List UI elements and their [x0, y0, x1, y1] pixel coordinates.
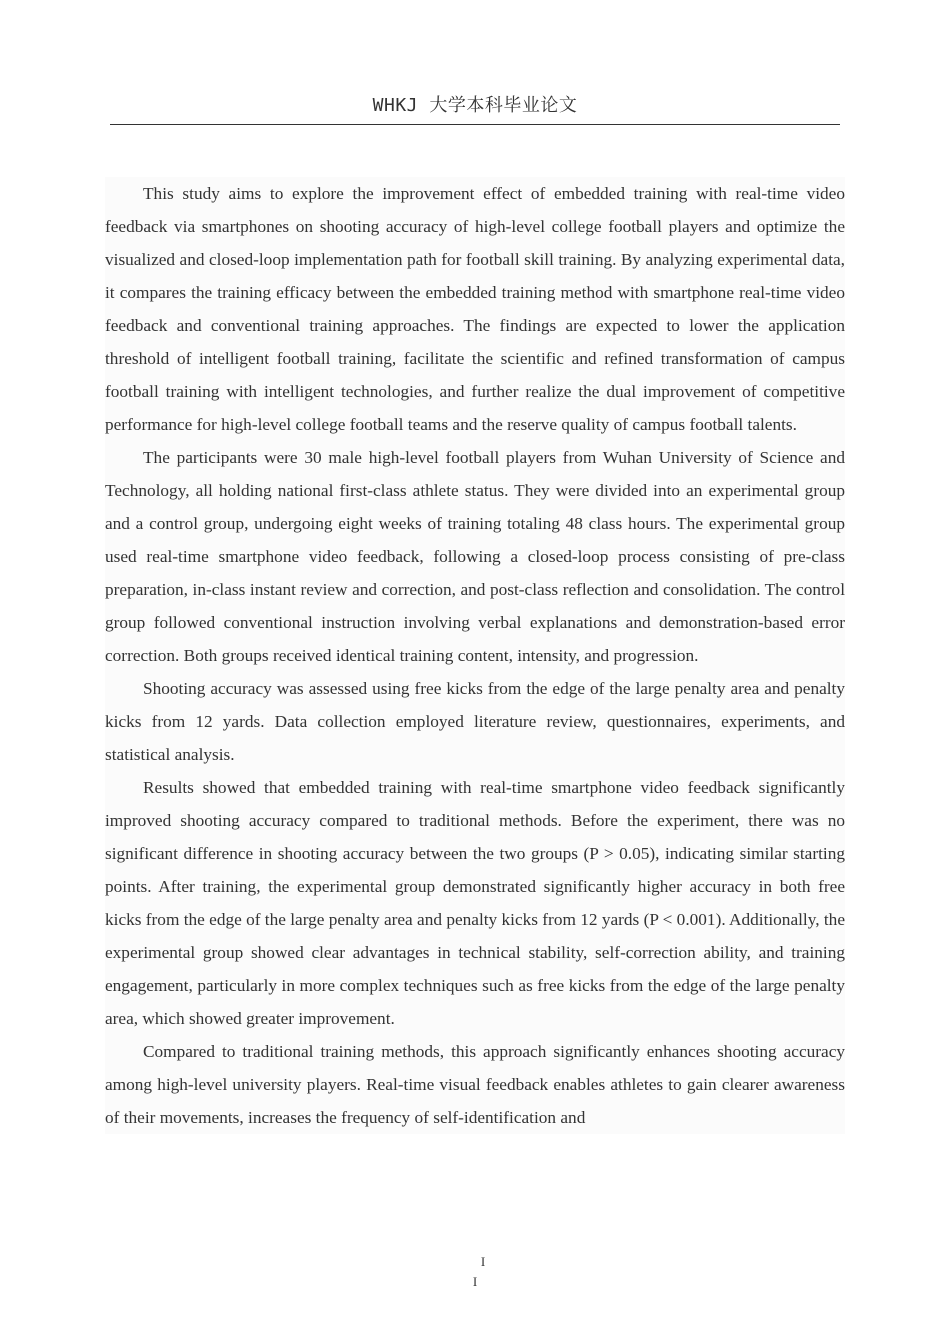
paragraph: Shooting accuracy was assessed using free kicks from the edge of the large penalty area and penalty kicks from 12 yards. Data collection employed literature review, questionnaires, experiments, and statistical analysis. — [105, 672, 845, 771]
header-divider — [110, 124, 840, 125]
paragraph: The participants were 30 male high-level football players from Wuhan University of Science and Technology, all holding national first-class athlete status. They were divided into an experimental group and a control group, undergoing eight weeks of training totaling 48 class hours. The experimental group used real-time smartphone video feedback, following a closed-loop process consisting of pre-class preparation, in-class instant review and correction, and post-class reflection and consolidation. The control group followed conventional instruction involving verbal explanations and demonstration-based error correction. Both groups received identical training content, intensity, and progression. — [105, 441, 845, 672]
page-number: I — [472, 1274, 478, 1289]
page-header-title: WHKJ 大学本科毕业论文 — [372, 95, 578, 116]
paragraph: This study aims to explore the improvement effect of embedded training with real-time video feedback via smartphones on shooting accuracy of high-level college football players and optimize the visualized and closed-loop implementation path for football skill training. By analyzing experimental data, it compares the training efficacy between the embedded training method with smartphone real-time video feedback and conventional training approaches. The findings are expected to lower the application threshold of intelligent football training, facilitate the scientific and refined transformation of campus football training with intelligent technologies, and further realize the dual improvement of competitive performance for high-level college football teams and the reserve quality of campus football talents. — [105, 177, 845, 441]
paragraph: Results showed that embedded training with real-time smartphone video feedback significantly improved shooting accuracy compared to traditional methods. Before the experiment, there was no significant difference in shooting accuracy between the two groups (P > 0.05), indicating similar starting points. After training, the experimental group demonstrated significantly higher accuracy in both free kicks from the edge of the large penalty area and penalty kicks from 12 yards (P < 0.001). Additionally, the experimental group showed clear advantages in technical stability, self-correction ability, and training engagement, particularly in more complex techniques such as free kicks from the edge of the large penalty area, which showed greater improvement. — [105, 771, 845, 1035]
paragraph: Compared to traditional training methods, this approach significantly enhances shooting accuracy among high-level university players. Real-time visual feedback enables athletes to gain clearer awareness of their movements, increases the frequency of self-identification and — [105, 1035, 845, 1134]
page-number-mark: I — [480, 1254, 486, 1269]
abstract-body — [105, 177, 845, 1134]
